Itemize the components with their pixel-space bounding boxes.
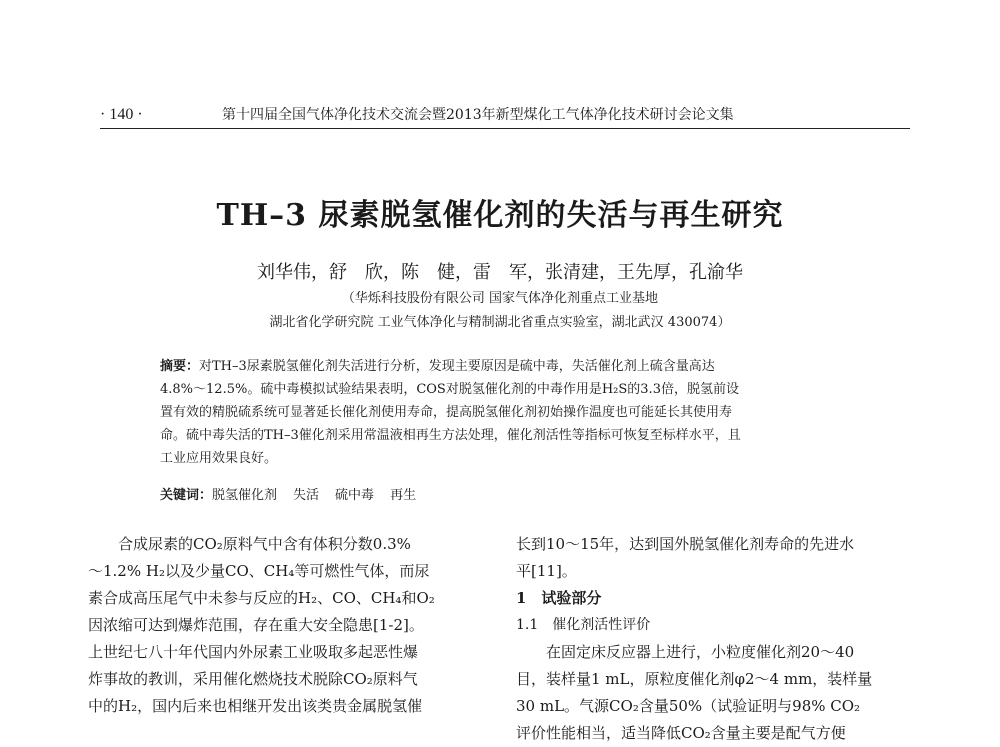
body-line: 长到10～15年，达到国外脱氢催化剂寿命的先进水 — [516, 535, 855, 553]
abstract-text: 对TH–3尿素脱氢催化剂失活进行分析，发现主要原因是硫中毒，失活催化剂上硫含量高达 — [199, 359, 715, 374]
keyword: 硫中毒 — [335, 488, 375, 503]
keyword: 失活 — [293, 488, 320, 503]
body-line: ～1.2% H₂以及少量CO、CH₄等可燃性气体，而尿 — [88, 562, 430, 580]
section-heading: 1 试验部分 — [516, 589, 602, 607]
body-line: 合成尿素的CO₂原料气中含有体积分数0.3% — [88, 535, 411, 553]
author-list: 刘华伟，舒 欣，陈 健，雷 军，张清建，王先厚，孔渝华 — [257, 262, 743, 283]
body-line: 评价性能相当，适当降低CO₂含量主要是配气方便 — [516, 724, 846, 742]
body-line: 因浓缩可达到爆炸范围，存在重大安全隐患[1-2]。 — [88, 616, 424, 634]
abstract-line: 命。硫中毒失活的TH–3催化剂采用常温液相再生方法处理，催化剂活性等指标可恢复至标样水平，且 — [160, 428, 741, 443]
body-line: 炸事故的教训，采用催化燃烧技术脱除CO₂原料气 — [88, 670, 418, 688]
body-line: 30 mL。气源CO₂含量50%（试验证明与98% CO₂ — [516, 697, 861, 715]
affiliation-line-1: （华烁科技股份有限公司 国家气体净化剂重点工业基地 — [341, 291, 659, 306]
keyword: 脱氢催化剂 — [212, 488, 278, 503]
body-line: 上世纪七八十年代国内外尿素工业吸取多起恶性爆 — [88, 643, 419, 661]
abstract-line: 置有效的精脱硫系统可显著延长催化剂使用寿命，提高脱氢催化剂初始操作温度也可能延长其使用寿 — [160, 405, 733, 420]
abstract-label: 摘要： — [160, 359, 200, 374]
conference-title: 第十四届全国气体净化技术交流会暨2013年新型煤化工气体净化技术研讨会论文集 — [222, 107, 734, 123]
body-line: 在固定床反应器上进行，小粒度催化剂20～40 — [516, 643, 855, 661]
page-number: · 140 · — [100, 106, 143, 123]
abstract-line: 工业应用效果良好。 — [160, 451, 278, 466]
body-line: 平[11]。 — [516, 562, 577, 580]
running-header — [100, 104, 910, 126]
affiliation-line-2: 湖北省化学研究院 工业气体净化与精制湖北省重点实验室，湖北武汉 430074） — [269, 315, 731, 330]
abstract — [160, 355, 840, 470]
keywords-label: 关键词： — [160, 488, 213, 503]
keywords — [160, 484, 432, 503]
body-line: 素合成高压尾气中未参与反应的H₂、CO、CH₄和O₂ — [88, 589, 435, 607]
subsection-heading: 1.1 催化剂活性评价 — [516, 617, 651, 633]
body-line: 中的H₂，国内后来也相继开发出该类贵金属脱氢催 — [88, 697, 423, 715]
keyword: 再生 — [390, 488, 417, 503]
body-line: 目，装样量1 mL，原粒度催化剂φ2～4 mm，装样量 — [516, 670, 873, 688]
body-column-right — [516, 531, 912, 747]
abstract-line — [160, 355, 840, 378]
body-column-left — [88, 531, 484, 720]
abstract-line: 4.8%～12.5%。硫中毒模拟试验结果表明，COS对脱氢催化剂的中毒作用是H₂S的3.3倍，脱氢前设 — [160, 382, 739, 397]
paper-title: TH–3 尿素脱氢催化剂的失活与再生研究 — [216, 198, 784, 233]
header-rule — [100, 128, 910, 129]
